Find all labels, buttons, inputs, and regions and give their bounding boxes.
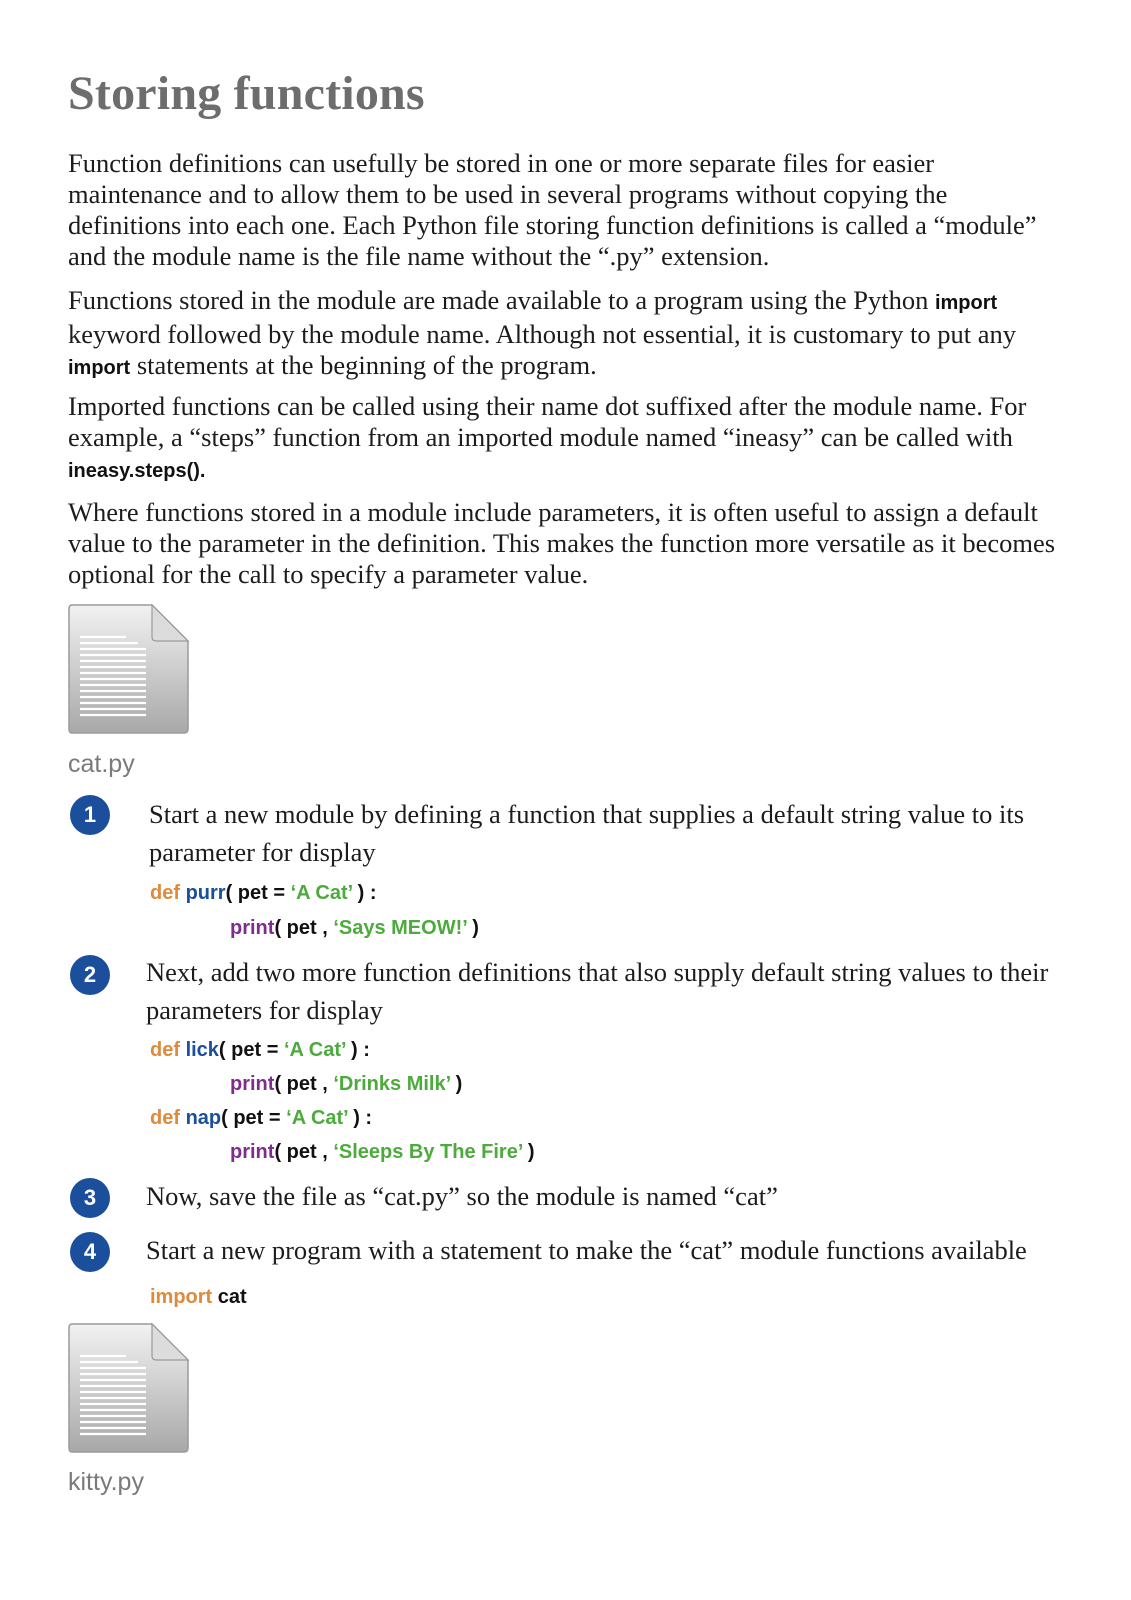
step-badge-4: 4 [70,1232,110,1272]
code-text: ) [466,917,479,939]
code-string: ‘A Cat’ [283,1039,346,1061]
code-text: ( pet = [221,1107,287,1129]
code-keyword: import [150,1286,213,1308]
code-line [150,1039,370,1062]
document-file-icon [68,1322,190,1454]
code-function-name: purr [185,882,226,904]
code-string: ‘Sleeps By The Fire’ [333,1141,523,1163]
code-function-name: lick [185,1039,219,1061]
paragraph-text: Functions stored in the module are made available to a program using the Python [68,285,935,315]
step-text-1: Start a new module by defining a function that supplies a default string value to its parameter for display [149,799,1025,867]
paragraph-text: keyword followed by the module name. Although not essential, it is customary to put any [68,319,1016,349]
code-line [230,1073,462,1096]
code-function-name: nap [185,1107,222,1129]
step-badge-1: 1 [70,795,110,835]
paragraph-calling [68,391,1058,487]
code-string: ‘A Cat’ [290,882,353,904]
file-label-cat: cat.py [68,750,135,778]
step-text-4: Start a new program with a statement to make the “cat” module functions available [146,1235,1027,1265]
code-text: ) [522,1141,535,1163]
step-text-2: Next, add two more function definitions that also supply default string values to their parameters for display [146,957,1049,1025]
code-text: ) [450,1073,463,1095]
code-line [150,1286,247,1309]
document-file-icon [68,603,190,735]
code-keyword: def [150,1039,180,1061]
code-keyword: def [150,882,180,904]
code-keyword: def [150,1107,180,1129]
code-print: print [230,917,275,939]
import-keyword: import [934,292,998,314]
code-text: ) : [347,1107,373,1129]
paragraph-parameters: Where functions stored in a module include parameters, it is often useful to assign a default value to the parameter in the definition. This makes the function more versatile as it becomes optional for the call to specify a parameter value. [68,497,1056,589]
code-line [230,1141,535,1164]
page-title: Storing functions [68,67,425,120]
step-badge-3: 3 [70,1178,110,1218]
paragraph-text: Imported functions can be called using their name dot suffixed after the module name. For example, a “steps” function from an imported module named “ineasy” can be called with [68,391,1027,452]
code-text: ( pet , [274,917,334,939]
code-text: ) : [352,882,377,904]
code-text: ( pet , [274,1141,334,1163]
import-keyword: import [68,357,131,379]
code-string: ‘A Cat’ [286,1107,348,1129]
step-text-3: Now, save the file as “cat.py” so the module is named “cat” [146,1181,778,1211]
code-text: ( pet , [274,1073,334,1095]
code-text: cat [212,1286,247,1308]
code-print: print [230,1073,275,1095]
paragraph-intro: Function definitions can usefully be stored in one or more separate files for easier maintenance and to allow them to be used in several programs without copying the definitions into each one. Each Python file storing function definitions is called a “module” and the module name is the file name without the “.py” extension. [68,148,1037,271]
paragraph-text: statements at the beginning of the program. [130,350,597,380]
code-text: ) : [345,1039,370,1061]
code-text: ( pet = [225,882,291,904]
code-line [150,1107,372,1130]
code-line [230,917,479,940]
step-badge-2: 2 [70,955,110,995]
code-line [150,882,377,905]
inline-code: ineasy.steps(). [68,460,206,482]
code-string: ‘Drinks Milk’ [333,1073,451,1095]
code-print: print [230,1141,275,1163]
file-label-kitty: kitty.py [68,1468,144,1496]
paragraph-import [68,285,1058,384]
code-text: ( pet = [218,1039,284,1061]
code-string: ‘Says MEOW!’ [333,917,467,939]
